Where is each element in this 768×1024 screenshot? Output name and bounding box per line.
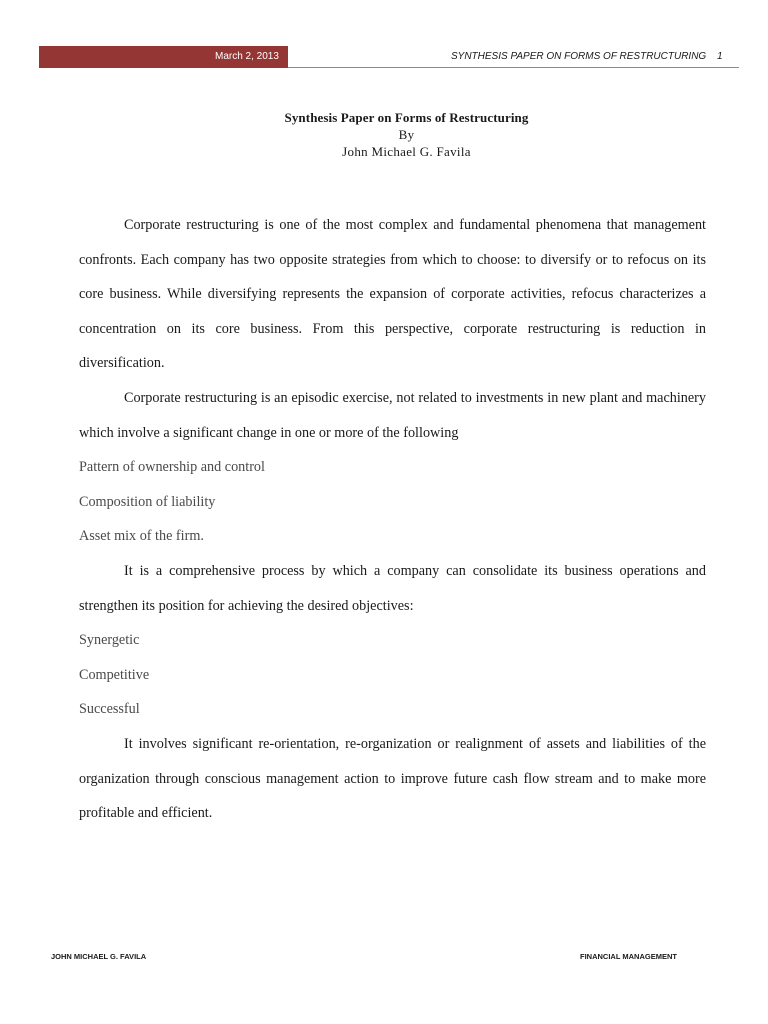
by-line: By [398, 127, 415, 142]
page-number: 1 [717, 51, 723, 62]
document-body [79, 208, 706, 831]
title-block [39, 109, 768, 160]
paragraph-4: It involves significant re-orientation, re-organization or realignment of assets and liabilities of the organization through conscious management action to improve future cash flow stream and to make more profitable and efficient. [79, 735, 706, 822]
footer-course: FINANCIAL MANAGEMENT [580, 952, 677, 961]
header-rule [288, 67, 739, 68]
header-running-title: SYNTHESIS PAPER ON FORMS OF RESTRUCTURING [451, 51, 707, 62]
list-item-liability: Composition of liability [79, 493, 216, 510]
footer-author: JOHN MICHAEL G. FAVILA [51, 952, 147, 961]
list-item-competitive: Competitive [79, 666, 150, 683]
document-title: Synthesis Paper on Forms of Restructuring [284, 110, 529, 125]
paragraph-3: It is a comprehensive process by which a company can consolidate its business operations and strengthen its position for achieving the desired objectives: [79, 562, 706, 614]
header-date: March 2, 2013 [215, 51, 279, 62]
list-item-successful: Successful [79, 701, 140, 718]
paragraph-2: Corporate restructuring is an episodic exercise, not related to investments in new plant and machinery which involve a significant change in one or more of the following [79, 389, 706, 441]
paragraph-1: Corporate restructuring is one of the most complex and fundamental phenomena that management confronts. Each company has two opposite strategies from which to choose: to diversify or to refocus on its core business. While diversifying represents the expansion of corporate activities, refocus characterizes a concentration on its core business. From this perspective, corporate restructuring is reduction in diversification. [79, 217, 706, 372]
author-name: John Michael G. Favila [342, 144, 471, 159]
list-item-synergetic: Synergetic [79, 632, 140, 649]
list-item-ownership: Pattern of ownership and control [79, 459, 265, 476]
list-item-asset-mix: Asset mix of the firm. [79, 528, 204, 545]
